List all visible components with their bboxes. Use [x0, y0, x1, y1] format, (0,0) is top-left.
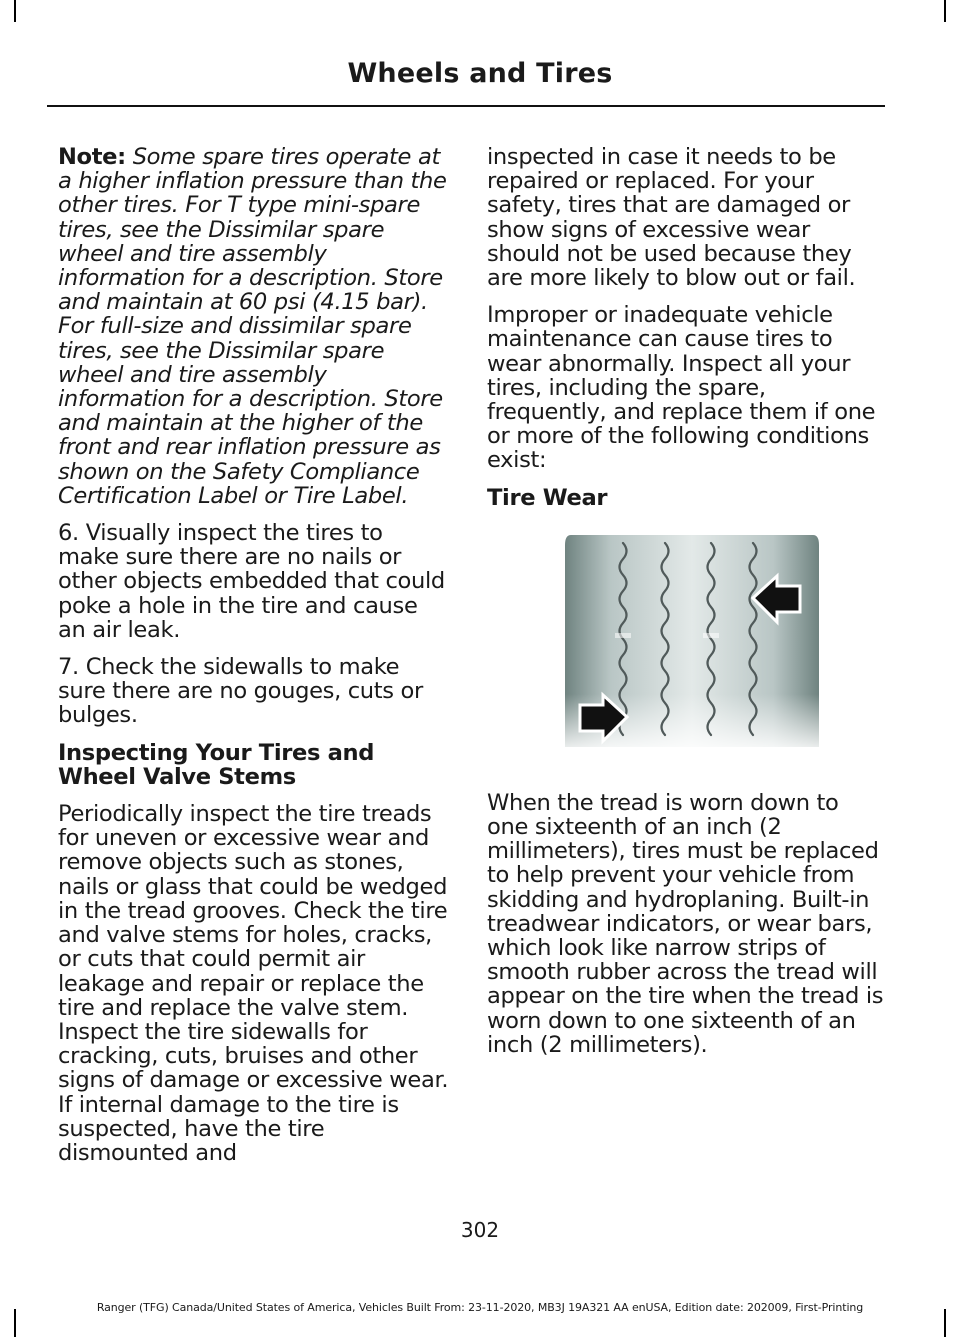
- note-label: Note:: [58, 144, 126, 170]
- crop-mark: [14, 0, 16, 22]
- header-rule: [47, 105, 885, 107]
- tread-wear-paragraph: When the tread is worn down to one sixteenth of an inch (2 millimeters), tires must be replaced to help prevent your vehicle from skidding and hydroplaning. Built-in treadwear indicators, or wear bars, which look like narrow strips of smooth rubber across the tread will appear on the tire when the tread is worn down to one sixteenth of an inch (2 millimeters).: [487, 789, 884, 1058]
- maintenance-paragraph: Improper or inadequate vehicle maintenance can cause tires to wear abnormally. Inspect all your tires, including the spare, frequently, and replace them if one or more of the following conditions exist:: [487, 302, 876, 474]
- tire-tread-wear-illustration: [563, 533, 821, 751]
- step-6-text: 6. Visually inspect the tires to make sure there are no nails or other objects embedded that could poke a hole in the tire and cause an air leak.: [58, 520, 445, 643]
- note-paragraph: [58, 145, 450, 508]
- right-column: [487, 145, 885, 1070]
- section-heading-tire-wear: Tire Wear: [487, 484, 608, 511]
- step-7-text: 7. Check the sidewalls to make sure there are no gouges, cuts or bulges.: [58, 654, 423, 729]
- continuation-paragraph: inspected in case it needs to be repaired or replaced. For your safety, tires that are damaged or show signs of excessive wear should not be used because they are more likely to blow out or fail.: [487, 144, 856, 292]
- footer-text: Ranger (TFG) Canada/United States of America, Vehicles Built From: 23-11-2020, MB3J 19A321 AA enUSA, Edition date: 202009, First-Printing: [96, 1301, 864, 1314]
- section-heading-inspecting: Inspecting Your Tires and Wheel Valve Stems: [58, 739, 375, 790]
- page-title: Wheels and Tires: [347, 58, 613, 89]
- inspecting-paragraph: Periodically inspect the tire treads for uneven or excessive wear and remove objects such as stones, nails or glass that could be wedged in the tread grooves. Check the tire and valve stems for holes, cracks, or cuts that could permit air leakage and repair or replace the tire and replace the valve stem. Inspect the tire sidewalls for cracking, cuts, bruises and other signs of damage or excessive wear. If internal damage to the tire is suspected, have the tire dismounted and: [58, 801, 449, 1166]
- crop-mark: [944, 0, 946, 22]
- page-number: 302: [460, 1218, 500, 1242]
- left-column: [58, 145, 450, 1178]
- note-text: Some spare tires operate at a higher inflation pressure than the other tires. For T type mini-spare tires, see the Dissimilar spare wheel and tire assembly information for a description. Store and maintain at 60 psi (4.15 bar). For full-size and dissimilar spare tires, see the Dissimilar spare wheel and tire assembly information for a description. Store and maintain at the higher of the front and rear inflation pressure as shown on the Safety Compliance Certification Label or Tire Label.: [58, 144, 447, 509]
